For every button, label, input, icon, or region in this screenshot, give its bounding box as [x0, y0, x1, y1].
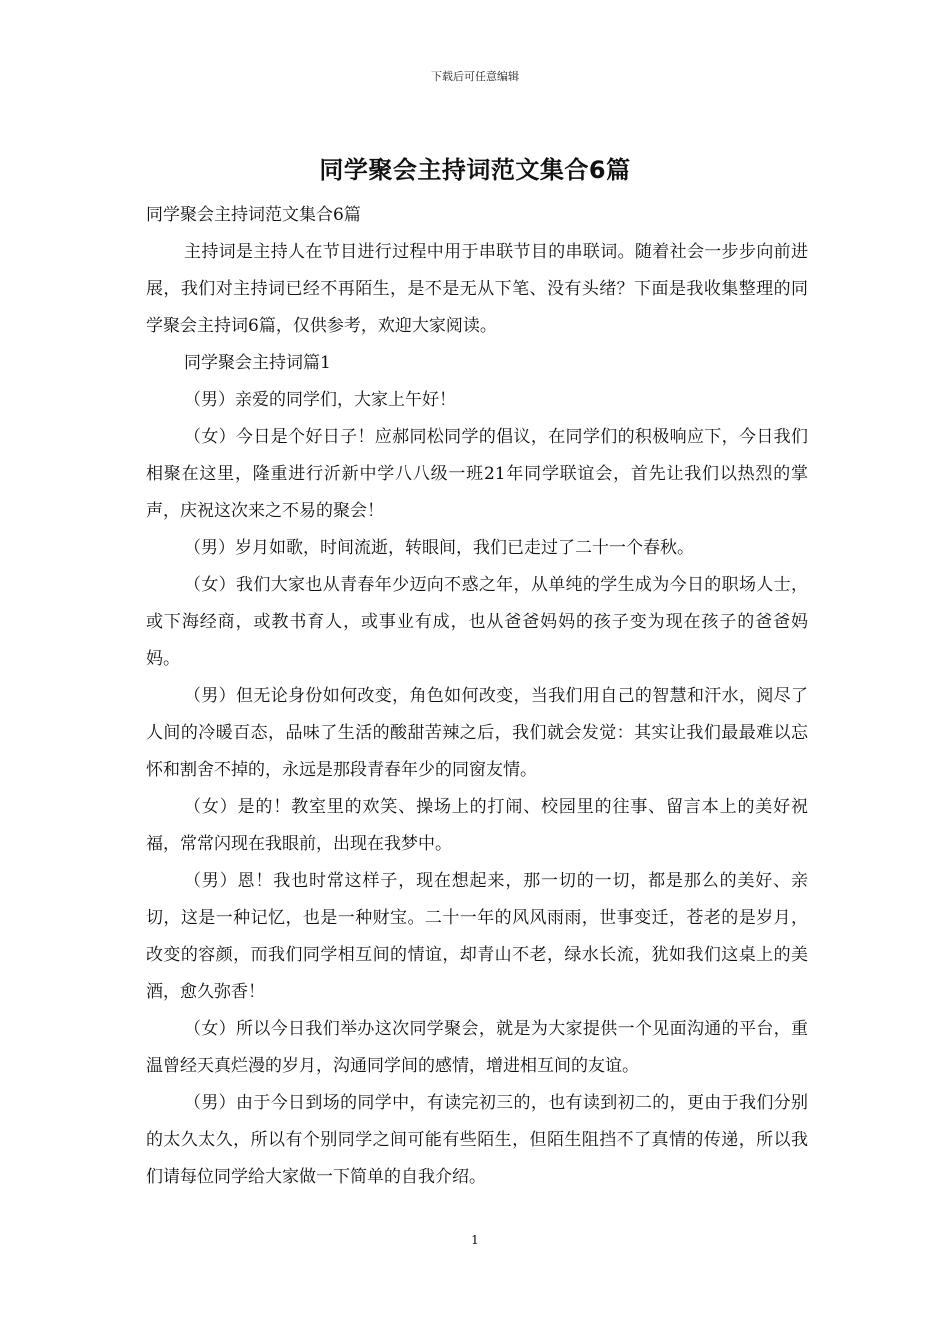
dialogue-paragraph: （男）由于今日到场的同学中，有读完初三的，也有读到初二的，更由于我们分别的太久太久，所以有个别同学之间可能有些陌生，但陌生阻挡不了真情的传递，所以我们请每位同学给大家做一下简单的自我介绍。	[146, 1093, 808, 1187]
dialogue-paragraph: （男）但无论身份如何改变，角色如何改变，当我们用自己的智慧和汗水，阅尽了人间的冷暖百态，品味了生活的酸甜苦辣之后，我们就会发觉：其实让我们最最难以忘怀和割舍不掉的，永远是那段青春年少的同窗友情。	[146, 686, 808, 780]
dialogue-paragraph: （女）我们大家也从青春年少迈向不惑之年，从单纯的学生成为今日的职场人士，或下海经商，或教书育人，或事业有成，也从爸爸妈妈的孩子变为现在孩子的爸爸妈妈。	[146, 575, 808, 669]
dialogue-paragraph: （男）岁月如歌，时间流逝，转眼间，我们已走过了二十一个春秋。	[184, 538, 694, 558]
dialogue-paragraph: （男）亲爱的同学们，大家上午好！	[184, 390, 456, 410]
dialogue-paragraph: （女）今日是个好日子！应郝同松同学的倡议，在同学们的积极响应下，今日我们相聚在这里，隆重进行沂新中学八八级一班21年同学联谊会，首先让我们以热烈的掌声，庆祝这次来之不易的聚会！	[146, 427, 808, 521]
dialogue-paragraph: （女）所以今日我们举办这次同学聚会，就是为大家提供一个见面沟通的平台，重温曾经天真烂漫的岁月，沟通同学间的感情，增进相互间的友谊。	[146, 1019, 808, 1076]
document-title: 同学聚会主持词范文集合6篇	[319, 156, 631, 184]
subtitle-paragraph: 同学聚会主持词范文集合6篇	[146, 205, 361, 225]
dialogue-paragraph: （女）是的！教室里的欢笑、操场上的打闹、校园里的往事、留言本上的美好祝福，常常闪现在我眼前，出现在我梦中。	[146, 797, 808, 854]
intro-paragraph: 主持词是主持人在节目进行过程中用于串联节目的串联词。随着社会一步步向前进展，我们对主持词已经不再陌生，是不是无从下笔、没有头绪？下面是我收集整理的同学聚会主持词6篇，仅供参考，欢迎大家阅读。	[146, 242, 808, 336]
dialogue-paragraph: （男）恩！我也时常这样子，现在想起来，那一切的一切，都是那么的美好、亲切，这是一种记忆，也是一种财宝。二十一年的风风雨雨，世事变迁，苍老的是岁月，改变的容颜，而我们同学相互间的情谊，却青山不老，绿水长流，犹如我们这桌上的美酒，愈久弥香！	[146, 871, 808, 1002]
section-heading: 同学聚会主持词篇1	[184, 353, 331, 373]
header-note: 下载后可任意编辑	[431, 70, 519, 83]
page-number: 1	[471, 1233, 479, 1247]
document-body	[146, 197, 808, 1196]
